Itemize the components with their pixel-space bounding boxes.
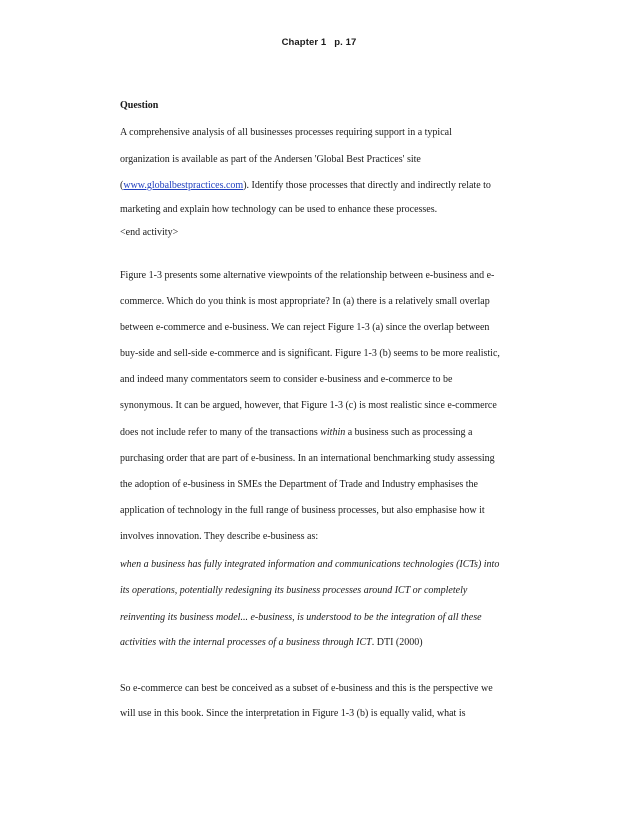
paragraph-2-line-1: So e-commerce can best be conceived as a subset of e-business and this is the perspective we — [120, 683, 493, 694]
question-line-2: organization is available as part of the Andersen 'Global Best Practices' site — [120, 154, 421, 165]
paragraph-1-line-7-pre: does not include refer to many of the transactions — [120, 427, 321, 438]
question-line-3-pre: ( — [120, 180, 124, 191]
paragraph-1-line-10: application of technology in the full range of business processes, but also emphasise how it — [120, 505, 485, 516]
question-line-1: A comprehensive analysis of all businesses processes requiring support in a typical — [120, 127, 452, 138]
quote-line-4-italic: activities with the internal processes of a business through ICT — [120, 637, 372, 648]
paragraph-1-line-11: involves innovation. They describe e-business as: — [120, 531, 319, 542]
paragraph-1-line-1: Figure 1-3 presents some alternative viewpoints of the relationship between e-business and e- — [120, 270, 495, 281]
paragraph-1-line-7-post: a business such as processing a — [345, 427, 473, 438]
question-line-4: marketing and explain how technology can be used to enhance these processes. — [120, 204, 438, 215]
page-number: p. 17 — [334, 37, 357, 48]
paragraph-1-line-5: and indeed many commentators seem to consider e-business and e-commerce to be — [120, 374, 453, 385]
quote-line-3: reinventing its business model... e-business, is understood to be the integration of all these — [120, 612, 482, 623]
paragraph-1-line-9: the adoption of e-business in SMEs the Department of Trade and Industry emphasises the — [120, 479, 478, 490]
paragraph-1-line-6: synonymous. It can be argued, however, that Figure 1-3 (c) is most realistic since e-commerce — [120, 400, 497, 411]
quote-line-1: when a business has fully integrated information and communications technologies (ICTs) into — [120, 559, 500, 570]
end-activity-marker: <end activity> — [120, 227, 179, 238]
question-line-3-post: ). Identify those processes that directly and indirectly relate to — [243, 180, 491, 191]
emphasis-within: within — [320, 427, 346, 438]
question-heading: Question — [120, 100, 159, 111]
paragraph-1-line-8: purchasing order that are part of e-business. In an international benchmarking study assessing — [120, 453, 495, 464]
paragraph-1-line-4: buy-side and sell-side e-commerce and is significant. Figure 1-3 (b) seems to be more realistic, — [120, 348, 500, 359]
quote-line-4 — [120, 637, 423, 649]
paragraph-1-line-7 — [120, 427, 472, 439]
paragraph-2-line-2: will use in this book. Since the interpretation in Figure 1-3 (b) is equally valid, what is — [120, 708, 466, 719]
quote-citation: . DTI (2000) — [371, 637, 423, 648]
quote-line-2: its operations, potentially redesigning its business processes around ICT or completely — [120, 585, 468, 596]
paragraph-1-line-2: commerce. Which do you think is most appropriate? In (a) there is a relatively small overlap — [120, 296, 490, 307]
paragraph-1-line-3: between e-commerce and e-business. We can reject Figure 1-3 (a) since the overlap between — [120, 322, 490, 333]
page-header — [0, 37, 638, 48]
question-line-3 — [120, 180, 491, 192]
chapter-label: Chapter 1 — [281, 37, 327, 48]
globalbestpractices-link[interactable]: www.globalbestpractices.com — [123, 180, 244, 191]
